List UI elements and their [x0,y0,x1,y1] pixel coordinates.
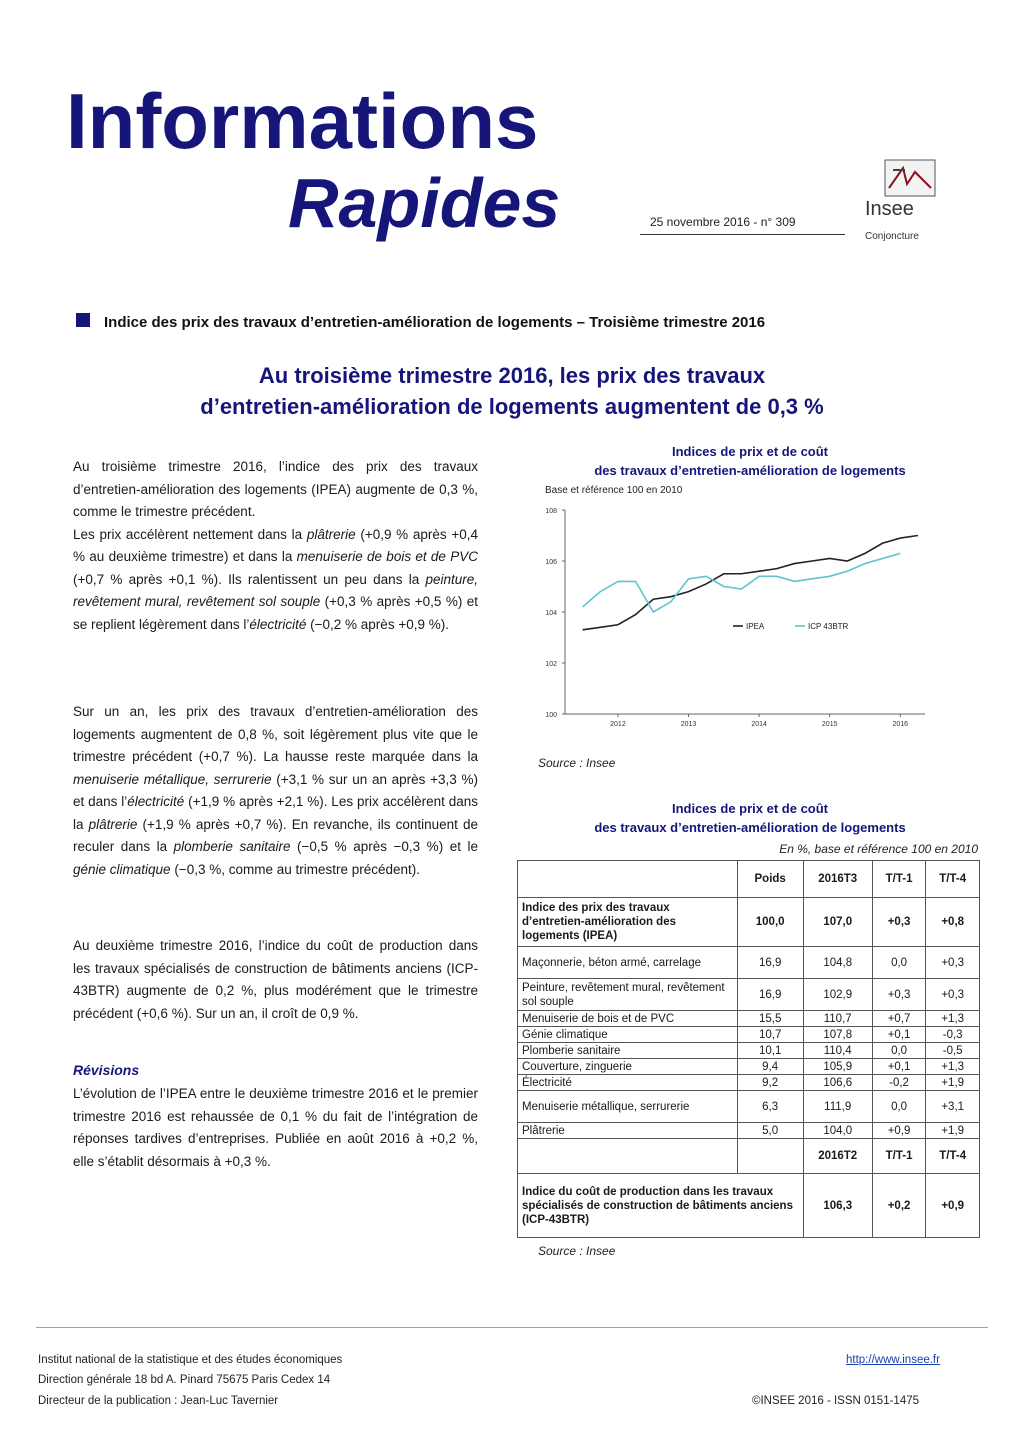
table-body [518,947,980,1139]
table-header: 2016T3 [803,861,872,898]
figure2-title-line1: Indices de prix et de coût [671,801,829,816]
table-cell: 6,3 [737,1091,803,1123]
table-cell-label: Couverture, zinguerie [518,1059,738,1075]
y-tick-label: 102 [545,661,557,668]
body-column [73,456,478,636]
paragraph-1: Au troisième trimestre 2016, l’indice des prix des travaux d’entretien-amélioration des logements (IPEA) augmente de 0,3 %, comme le trimestre précédent. [73,459,478,519]
table-cell: +0,3 [926,979,980,1011]
table-header-empty [737,1139,803,1174]
table-cell-label: Plâtrerie [518,1123,738,1139]
page-title [100,360,924,422]
table-cell: +1,3 [926,1011,980,1027]
figure2-title [520,799,980,837]
table-row [518,1075,980,1091]
table-subheader-row [518,1139,980,1174]
table-cell: +0,3 [872,898,926,947]
table-cell: +0,2 [872,1174,926,1238]
table-header: T/T-1 [872,861,926,898]
table-row [518,1043,980,1059]
y-tick-label: 106 [545,559,557,566]
table-cell: +0,1 [872,1059,926,1075]
masthead-title: Informations [66,77,539,165]
figure2-source: Source : Insee [538,1244,616,1258]
paragraph-3: Sur un an, les prix des travaux d’entretien-amélioration des logements augmentent de 0,8 %, soit légèrement plus vite que le trimestre précédent (+0,7 %). La hausse reste marquée dans la menuiserie métallique, serrurerie (+3,1 % sur un an après +3,3 %) et dans l’électricité (+1,9 % après +2,1 %). Les prix accélèrent dans la plâtrerie (+1,9 % après +0,7 %). En revanche, ils continuent de reculer dans la plomberie sanitaire (−0,5 % après −0,3 %) et le génie climatique (−0,3 %, comme au trimestre précédent). [73,704,479,877]
header-rule [640,234,845,235]
table-cell-label: Maçonnerie, béton armé, carrelage [518,947,738,979]
figure2-title-line2: des travaux d’entretien-amélioration de logements [594,820,906,835]
table-cell: +1,3 [926,1059,980,1075]
footer-director: Directeur de la publication : Jean-Luc Tavernier [38,1395,279,1407]
table-cell: 16,9 [737,947,803,979]
table-cell: 110,7 [803,1011,872,1027]
logo-name: Insee [865,198,914,220]
body-column-4 [73,1083,478,1173]
legend-label: ICP 43BTR [808,622,849,631]
body-column-2 [73,701,478,881]
table-row-icp [518,1174,980,1238]
x-tick-label: 2013 [680,721,697,728]
headline-bullet-icon [76,313,90,327]
page-title-line2: d’entretien-amélioration de logements augmentent de 0,3 % [200,394,824,419]
paragraph-5: L’évolution de l’IPEA entre le deuxième trimestre 2016 et le premier trimestre 2016 est rehaussée de 0,1 % du fait de l’intégration de réponses tardives d’entreprises. Publiée en août 2016 à +0,2 %, elle s’établit désormais à +0,3 %. [73,1086,478,1169]
table-header: T/T-4 [926,861,980,898]
table-row [518,979,980,1011]
table-cell-label: Indice du coût de production dans les travaux spécialisés de construction de bâtiments anciens (ICP-43BTR) [518,1174,804,1238]
logo-sub: Conjoncture [865,231,919,242]
table-header-row [518,861,980,898]
table-cell: -0,5 [926,1043,980,1059]
table-cell: 9,4 [737,1059,803,1075]
figure1-source: Source : Insee [538,756,616,770]
footer-institute: Institut national de la statistique et des études économiques [38,1354,343,1366]
chart-subtitle: Base et référence 100 en 2010 [545,485,683,496]
table-row [518,1027,980,1043]
table-cell-label: Plomberie sanitaire [518,1043,738,1059]
table-cell: 15,5 [737,1011,803,1027]
table-cell: 5,0 [737,1123,803,1139]
table-row [518,947,980,979]
line-chart [525,500,935,730]
paragraph-4: Au deuxième trimestre 2016, l’indice du coût de production dans les travaux spécialisés de construction de bâtiments anciens (ICP-43BTR) augmente de 0,2 %, plus modérément que le trimestre précédent (+0,6 %). Sur un an, il croît de 0,9 %. [73,938,478,1021]
footer-website-link[interactable]: http://www.insee.fr [846,1354,940,1366]
table-cell: 0,0 [872,1043,926,1059]
table-header: 2016T2 [803,1139,872,1174]
table-header: T/T-4 [926,1139,980,1174]
x-tick-label: 2014 [751,721,767,728]
footer-address: Direction générale 18 bd A. Pinard 75675 Paris Cedex 14 [38,1374,331,1386]
table-row [518,1123,980,1139]
masthead-subtitle: Rapides [288,164,561,242]
table-cell: +0,9 [926,1174,980,1238]
headline: Indice des prix des travaux d’entretien-amélioration de logements – Troisième trimestre 2016 [104,314,766,331]
table-cell: +3,1 [926,1091,980,1123]
y-tick-label: 104 [545,610,557,617]
series-line-icp-43btr [583,553,901,612]
table-cell: 0,0 [872,947,926,979]
table-cell: 106,6 [803,1075,872,1091]
table-header: T/T-1 [872,1139,926,1174]
table-cell: 10,1 [737,1043,803,1059]
table-header: Poids [737,861,803,898]
table-cell: +1,9 [926,1123,980,1139]
table-cell: 104,8 [803,947,872,979]
table-cell: 105,9 [803,1059,872,1075]
table-cell: +0,7 [872,1011,926,1027]
table-cell: 9,2 [737,1075,803,1091]
figure1-title-line2: des travaux d’entretien-amélioration de logements [594,463,906,478]
table-cell: 107,8 [803,1027,872,1043]
x-tick-label: 2012 [610,721,626,728]
table-cell: +0,1 [872,1027,926,1043]
table-row-ipea [518,898,980,947]
table-unit-note: En %, base et référence 100 en 2010 [779,842,978,856]
issue-date: 25 novembre 2016 - n° 309 [650,215,796,229]
table-cell: +0,3 [872,979,926,1011]
table-cell: +1,9 [926,1075,980,1091]
x-tick-label: 2015 [821,721,838,728]
body-column-3 [73,935,478,1025]
table-row [518,1091,980,1123]
table-cell: +0,8 [926,898,980,947]
legend-label: IPEA [746,622,765,631]
y-tick-label: 100 [545,712,557,719]
table-cell: +0,9 [872,1123,926,1139]
table-cell: 10,7 [737,1027,803,1043]
insee-logo [863,158,938,248]
page-title-line1: Au troisième trimestre 2016, les prix des travaux [258,363,766,388]
table-cell: +0,3 [926,947,980,979]
footer-copyright: ©INSEE 2016 - ISSN 0151-1475 [752,1395,920,1407]
table-header-empty [518,1139,738,1174]
table-cell-label: Peinture, revêtement mural, revêtement sol souple [518,979,738,1011]
table-cell: 110,4 [803,1043,872,1059]
table-cell-label: Électricité [518,1075,738,1091]
table-cell: 104,0 [803,1123,872,1139]
table-row [518,1011,980,1027]
table-cell: 106,3 [803,1174,872,1238]
table-cell: -0,3 [926,1027,980,1043]
paragraph-2: Les prix accélèrent nettement dans la plâtrerie (+0,9 % après +0,4 % au deuxième trimestre) et dans la menuiserie de bois et de PVC (+0,7 % après +0,1 %). Ils ralentissent un peu dans la peinture, revêtement mural, revêtement sol souple (+0,3 % après +0,5 %) et se replient légèrement dans l’électricité (−0,2 % après +0,9 %). [73,526,478,632]
table-cell: 102,9 [803,979,872,1011]
table-cell-label: Menuiserie métallique, serrurerie [518,1091,738,1123]
table-cell-label: Génie climatique [518,1027,738,1043]
footer-rule [36,1327,988,1328]
figure1-title-line1: Indices de prix et de coût [671,444,829,459]
table-cell: 16,9 [737,979,803,1011]
x-tick-label: 2016 [892,721,909,728]
revisions-heading: Révisions [73,1062,140,1078]
table-cell: 111,9 [803,1091,872,1123]
y-tick-label: 108 [545,508,557,515]
table-cell: -0,2 [872,1075,926,1091]
figure1-title [520,442,980,480]
table-header-empty [518,861,738,898]
table-cell: 0,0 [872,1091,926,1123]
table-cell-label: Indice des prix des travaux d’entretien-amélioration des logements (IPEA) [518,898,738,947]
table-cell: 100,0 [737,898,803,947]
table-row [518,1059,980,1075]
index-table [517,860,980,1238]
table-cell-label: Menuiserie de bois et de PVC [518,1011,738,1027]
table-cell: 107,0 [803,898,872,947]
